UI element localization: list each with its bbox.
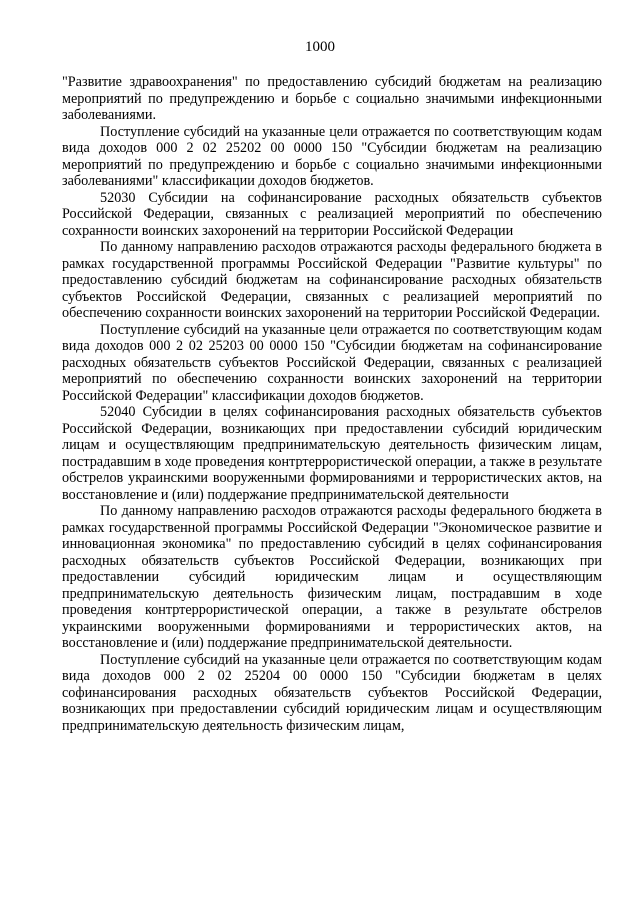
paragraph-expenses-52030: По данному направлению расходов отражаются расходы федерального бюджета в рамках государственной программы Российской Федерации "Развитие культуры" по предоставлению субсидий бюджетам на софинансирование расходных обязательств субъектов Российской Федерации, связанных с реализацией мероприятий по обеспечению сохранности воинских захоронений на территории Российской Федерации. [62,239,602,321]
paragraph-income-code-25204: Поступление субсидий на указанные цели отражается по соответствующим кодам вида доходов 000 2 02 25204 00 0000 150 "Субсидии бюджетам в целях софинансирования расходных обязательств субъектов Российской Федерации, возникающих при предоставлении субсидий юридическим лицам и осуществляющим предпринимательскую деятельность физическим лицам, [62,651,602,734]
paragraph-income-code-25202: Поступление субсидий на указанные цели отражается по соответствующим кодам вида доходов 000 2 02 25202 00 0000 150 "Субсидии бюджетам на реализацию мероприятий по предупреждению и борьбе с социально значимыми инфекционными заболеваниями" классификации доходов бюджетов. [62,123,602,189]
page-number: 1000 [305,39,335,55]
paragraph-heading-52040: 52040 Субсидии в целях софинансирования расходных обязательств субъектов Российской Федерации, возникающих при предоставлении субсидий юридическим лицам и осуществляющим предпринимательскую деятельность физическим лицам, пострадавшим в ходе проведения контртеррористической операции, а также в результате обстрелов украинскими вооруженными формированиями и террористических актов, на восстановление и (или) поддержание предпринимательской деятельности [62,404,602,503]
paragraph-income-code-25203: Поступление субсидий на указанные цели отражается по соответствующим кодам вида доходов 000 2 02 25203 00 0000 150 "Субсидии бюджетам на софинансирование расходных обязательств субъектов Российской Федерации, связанных с реализацией мероприятий по обеспечению сохранности воинских захоронений на территории Российской Федерации" классификации доходов бюджетов. [62,321,602,404]
paragraph-expenses-52040: По данному направлению расходов отражаются расходы федерального бюджета в рамках государственной программы Российской Федерации "Экономическое развитие и инновационная экономика" по предоставлению субсидий в целях софинансирования расходных обязательств субъектов Российской Федерации, возникающих при предоставлении субсидий юридическим лицам и осуществляющим предпринимательскую деятельность физическим лицам, пострадавшим в ходе проведения контртеррористической операции, а также в результате обстрелов украинскими вооруженными формированиями и террористических актов, на восстановление и (или) поддержание предпринимательской деятельности. [62,503,602,651]
document-body [62,74,602,734]
paragraph-continuation: "Развитие здравоохранения" по предоставлению субсидий бюджетам на реализацию мероприятий по предупреждению и борьбе с социально значимыми инфекционными заболеваниями. [62,74,602,123]
paragraph-heading-52030: 52030 Субсидии на софинансирование расходных обязательств субъектов Российской Федерации, связанных с реализацией мероприятий по обеспечению сохранности воинских захоронений на территории Российской Федерации [62,189,602,239]
